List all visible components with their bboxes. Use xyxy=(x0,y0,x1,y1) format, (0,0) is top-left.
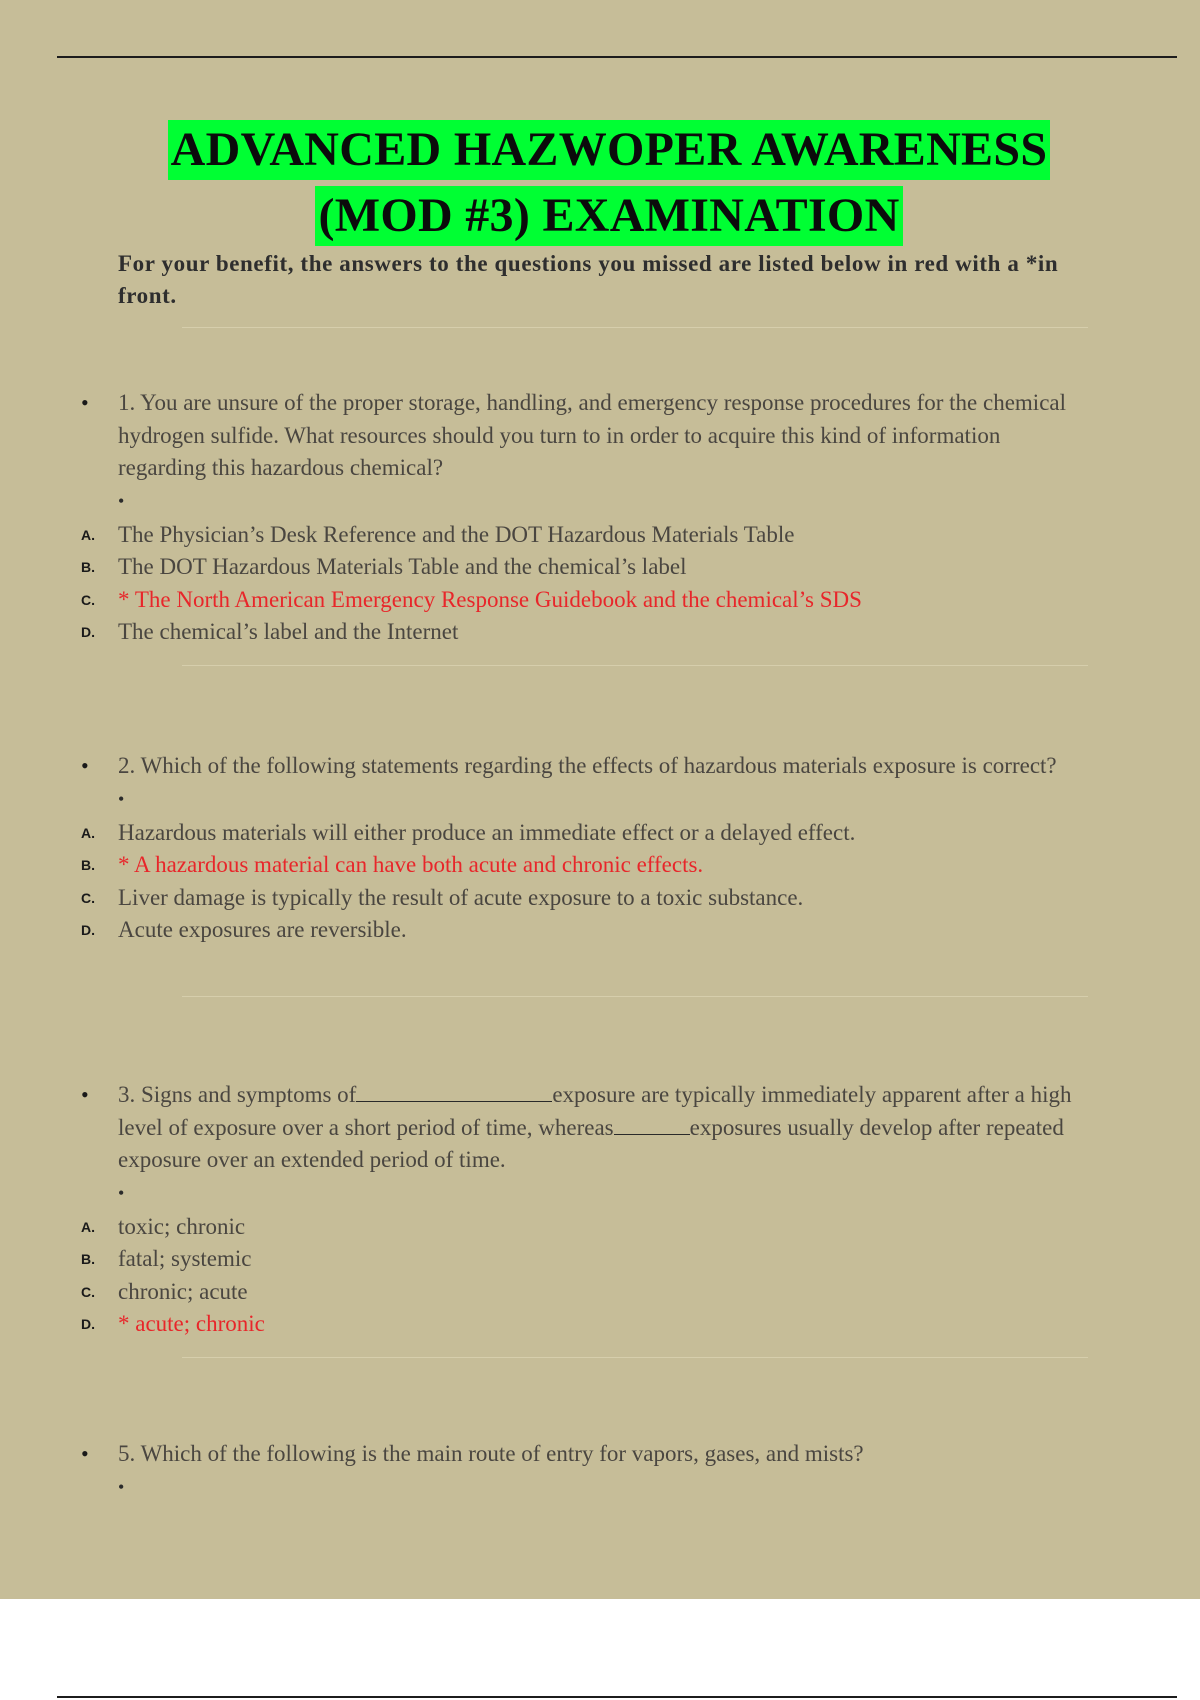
spacer-dot: • xyxy=(118,1476,125,1497)
option-c xyxy=(81,1276,1200,1309)
spacer-dot: • xyxy=(118,788,125,809)
option-text: toxic; chronic xyxy=(118,1213,246,1239)
question-3-text-part1: 3. Signs and symptoms of xyxy=(118,1082,357,1107)
option-text: * The North American Emergency Response Guidebook and the chemical’s SDS xyxy=(118,586,862,612)
separator xyxy=(182,996,1088,997)
option-letter: C. xyxy=(81,889,95,906)
intro-text: For your benefit, the answers to the questions you missed are listed below in red with a *in front. xyxy=(118,251,1059,308)
question-5 xyxy=(0,1438,1200,1505)
option-letter: A. xyxy=(81,824,95,841)
option-letter: C. xyxy=(81,591,95,608)
option-letter: D. xyxy=(81,1316,95,1332)
option-text: * acute; chronic xyxy=(118,1311,265,1336)
separator xyxy=(182,1357,1088,1358)
option-letter: D. xyxy=(81,922,95,938)
option-c xyxy=(81,882,1200,915)
question-text xyxy=(81,387,1078,485)
option-text: Hazardous materials will either produce an immediate effect or a delayed effect. xyxy=(118,819,856,845)
option-b xyxy=(81,1243,1200,1276)
question-2-text: 2. Which of the following statements regarding the effects of hazardous materials exposure is correct? xyxy=(118,753,1057,778)
question-1-text: 1. You are unsure of the proper storage, handling, and emergency response procedures for the chemical hydrogen sulfide. What resources should you turn to in order to acquire this kind of information regarding this hazardous chemical? xyxy=(118,390,1067,480)
separator xyxy=(182,327,1088,328)
option-b xyxy=(81,551,1200,584)
answer-options xyxy=(0,519,1200,649)
answer-options xyxy=(0,817,1200,947)
question-2 xyxy=(0,750,1200,947)
answer-options xyxy=(0,1211,1200,1341)
option-letter: B. xyxy=(81,1251,95,1267)
option-letter: A. xyxy=(81,1218,95,1235)
title-line-2: (MOD #3) EXAMINATION xyxy=(315,186,902,246)
bullet-icon: • xyxy=(81,390,89,415)
question-text xyxy=(81,750,1078,783)
title-line-1: ADVANCED HAZWOPER AWARENESS xyxy=(168,120,1051,180)
option-letter: B. xyxy=(81,857,95,873)
fill-in-blank xyxy=(614,1112,690,1135)
option-text: Acute exposures are reversible. xyxy=(118,917,407,942)
option-letter: B. xyxy=(81,559,95,575)
option-c-correct xyxy=(81,584,1200,617)
spacer-dot: • xyxy=(118,490,125,511)
option-b-correct xyxy=(81,849,1200,882)
option-text: chronic; acute xyxy=(118,1278,248,1304)
question-3-text-part2: exposure are typically immediately apparent after a high level of exposure over a short period of time, whereas xyxy=(118,1082,1072,1140)
option-letter: D. xyxy=(81,624,95,640)
question-text xyxy=(81,1079,1078,1177)
bullet-icon: • xyxy=(81,753,89,778)
bullet-icon: • xyxy=(81,1082,89,1107)
option-d-correct xyxy=(81,1308,1200,1341)
fill-in-blank xyxy=(356,1079,552,1102)
separator xyxy=(182,665,1088,666)
option-letter: C. xyxy=(81,1283,95,1300)
exam-title xyxy=(0,120,1200,246)
spacer-dot: • xyxy=(118,1182,125,1203)
option-d xyxy=(81,616,1200,649)
question-5-text: 5. Which of the following is the main route of entry for vapors, gases, and mists? xyxy=(118,1441,864,1466)
option-a xyxy=(81,1211,1200,1244)
option-text: The chemical’s label and the Internet xyxy=(118,619,459,644)
option-text: The Physician’s Desk Reference and the DOT Hazardous Materials Table xyxy=(118,521,795,547)
question-1 xyxy=(0,387,1200,649)
option-text: The DOT Hazardous Materials Table and the chemical’s label xyxy=(118,554,687,579)
option-d xyxy=(81,914,1200,947)
bullet-icon: • xyxy=(81,1441,89,1466)
bottom-rule xyxy=(57,1696,1177,1698)
option-text: * A hazardous material can have both acute and chronic effects. xyxy=(118,852,704,877)
option-letter: A. xyxy=(81,526,95,543)
question-text xyxy=(81,1438,1078,1471)
question-3 xyxy=(0,1079,1200,1341)
top-rule xyxy=(57,56,1177,58)
option-a xyxy=(81,817,1200,850)
option-a xyxy=(81,519,1200,552)
option-text: Liver damage is typically the result of acute exposure to a toxic substance. xyxy=(118,884,804,910)
option-text: fatal; systemic xyxy=(118,1246,252,1271)
question-3-text-part3: exposures usually develop after repeated exposure over an extended period of time. xyxy=(118,1114,1064,1172)
